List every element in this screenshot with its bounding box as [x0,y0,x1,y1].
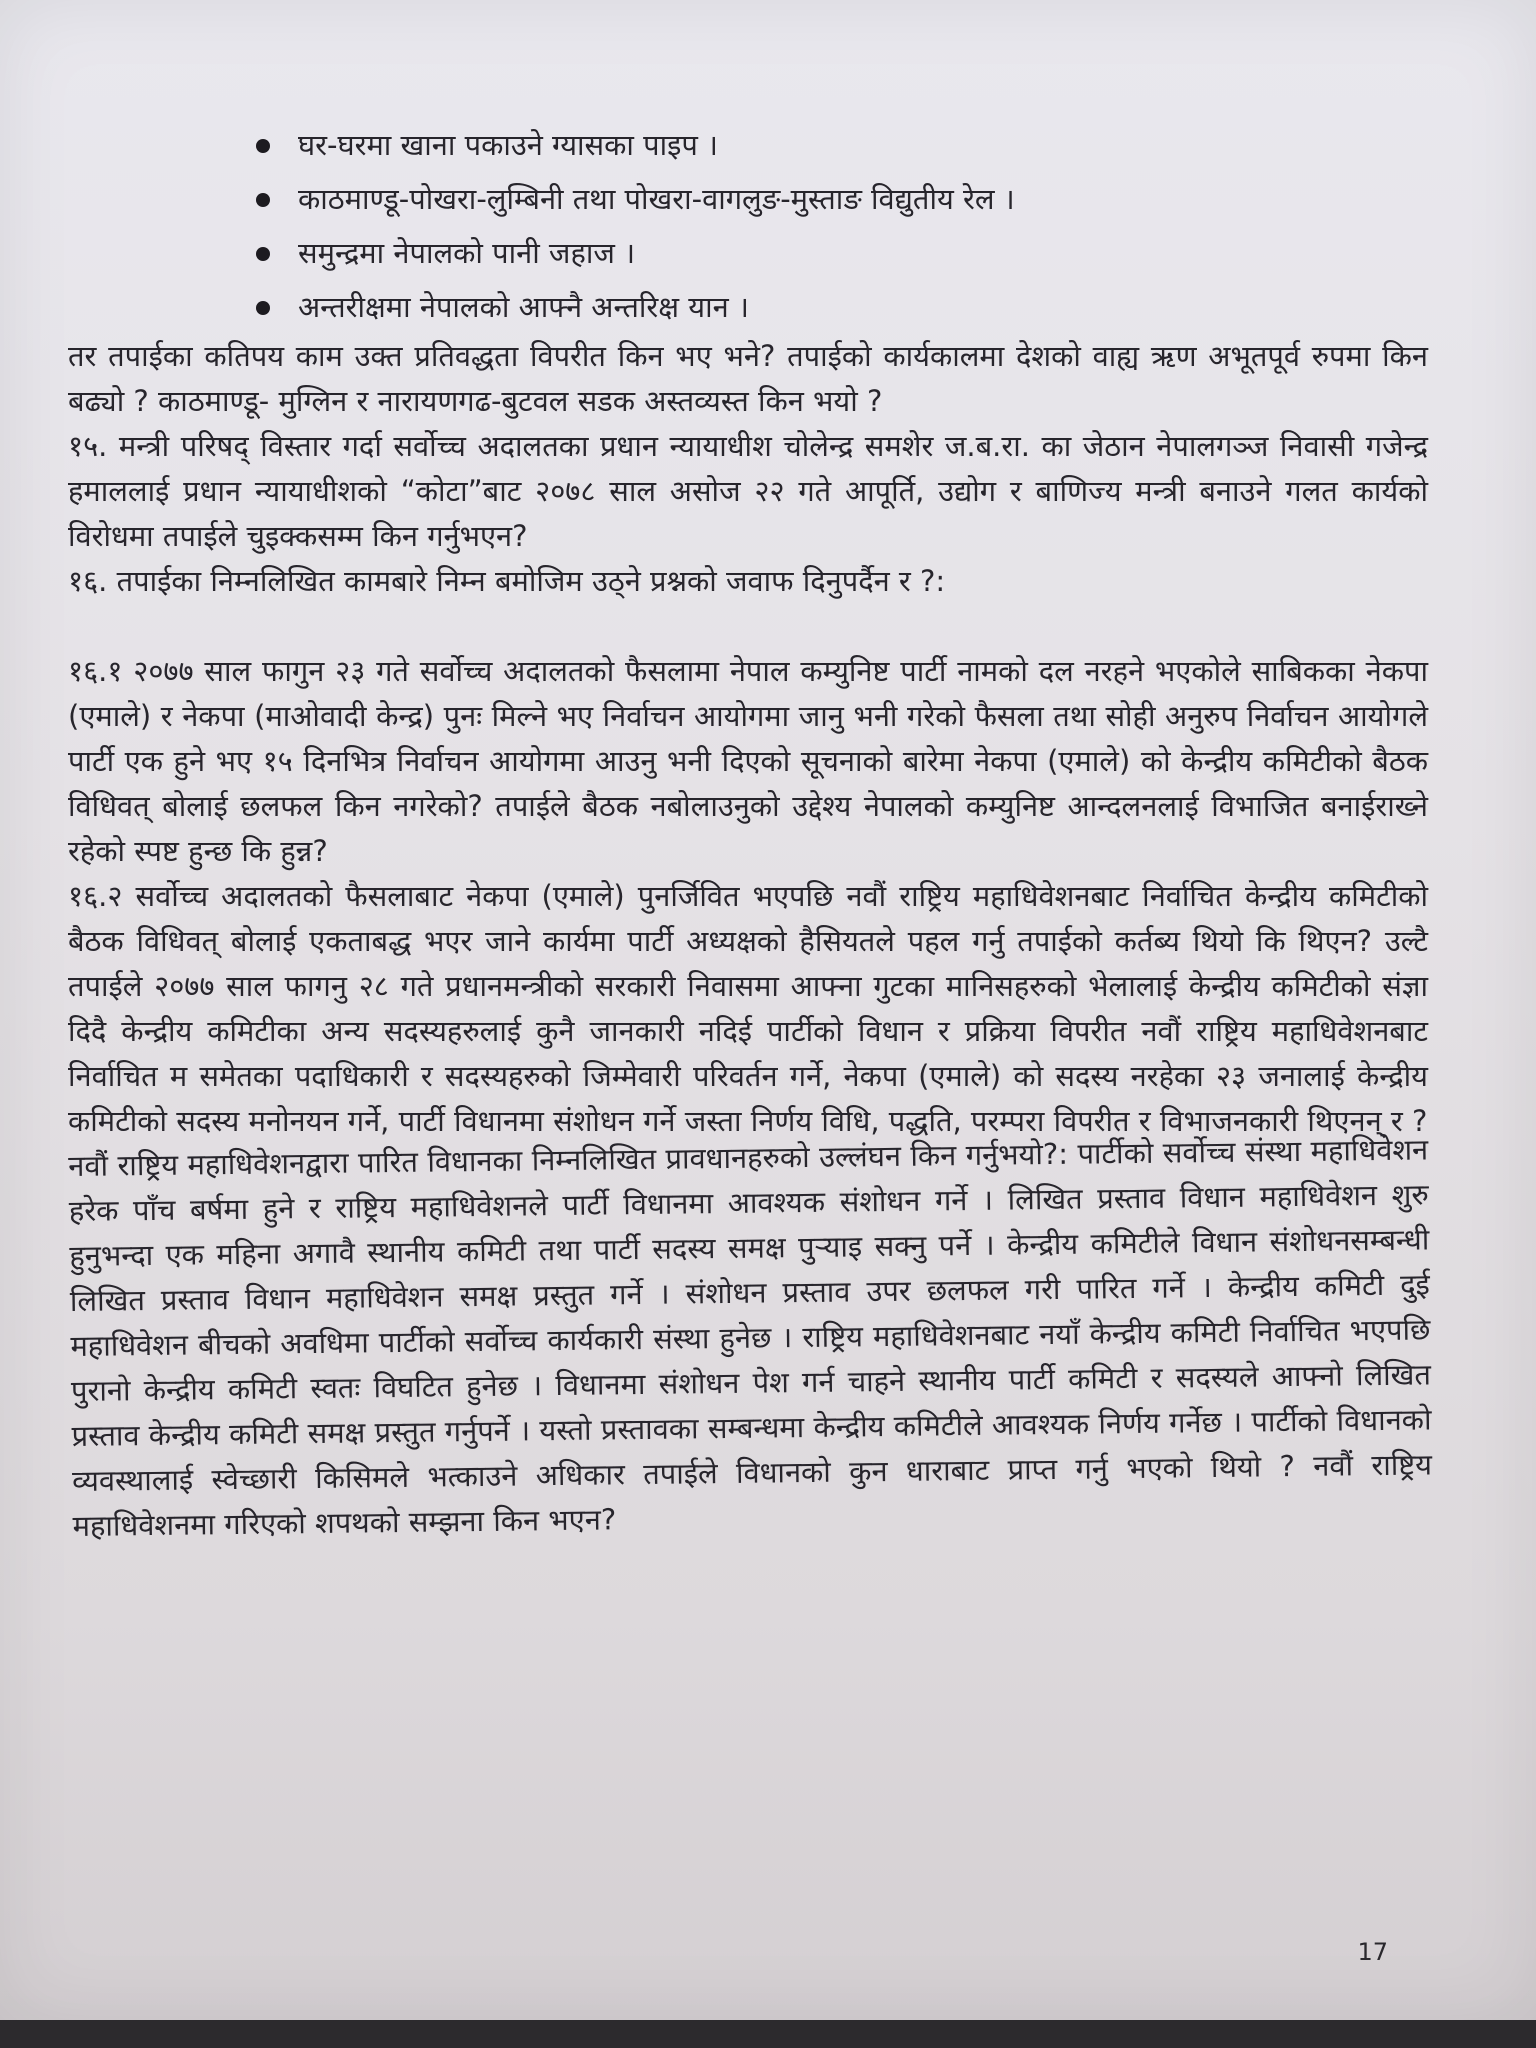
question-16-1: १६.१ २०७७ साल फागुन २३ गते सर्वोच्च अदालतको फैसलामा नेपाल कम्युनिष्ट पार्टी नामको दल नरहने भएकोले साबिकका नेकपा (एमाले) र नेकपा (माओवादी केन्द्र) पुनः मिल्ने भए निर्वाचन आयोगमा जानु भनी गरेको फैसला तथा सोही अनुरुप निर्वाचन आयोगले पार्टी एक हुने भए १५ दिनभित्र निर्वाचन आयोगमा आउनु भनी दिएको सूचनाको बारेमा नेकपा (एमाले) को केन्द्रीय कमिटीको बैठक विधिवत् बोलाई छलफल किन नगरेको? तपाईले बैठक नबोलाउनुको उद्देश्य नेपालको कम्युनिष्ट आन्दलनलाई विभाजित बनाईराख्ने रहेको स्पष्ट हुन्छ कि हुन्न? [68,654,1428,868]
question-16: १६. तपाईका निम्नलिखित कामबारे निम्न बमोजिम उठ्ने प्रश्नको जवाफ दिनुपर्दैन र ?: [68,564,946,598]
bullet-text: काठमाण्डू-पोखरा-लुम्बिनी तथा पोखरा-वागलुङ-मुस्ताङ विद्युतीय रेल । [298,182,1015,216]
spacer [68,604,1428,649]
question-15: १५. मन्त्री परिषद् विस्तार गर्दा सर्वोच्च अदालतका प्रधान न्यायाधीश चोलेन्द्र समशेर ज.ब.रा. का जेठान नेपालगञ्ज निवासी गजेन्द्र हमाललाई प्रधान न्यायाधीशको “कोटा”बाट २०७८ साल असोज २२ गते आपूर्ति, उद्योग र बाणिज्य मन्त्री बनाउने गलत कार्यको विरोधमा तपाईले चुइक्कसम्म किन गर्नुभएन? [68,429,1428,553]
list-item [250,172,1428,226]
list-item [250,118,1428,172]
page-number: 17 [1357,1938,1388,1966]
bullet-text: अन्तरीक्षमा नेपालको आफ्नै अन्तरिक्ष यान । [298,290,749,324]
bullet-icon [256,139,270,153]
bullet-text: घर-घरमा खाना पकाउने ग्यासका पाइप । [298,128,719,162]
list-item [250,226,1428,280]
bullet-text: समुन्द्रमा नेपालको पानी जहाज । [298,236,636,270]
page-content [68,118,1433,1549]
question-16-3: नवौं राष्ट्रिय महाधिवेशनद्वारा पारित विधानका निम्नलिखित प्रावधानहरुको उल्लंघन किन गर्नुभयो?: पार्टीको सर्वोच्च संस्था महाधिवेशन हरेक पाँच बर्षमा हुने र राष्ट्रिय महाधिवेशनले पार्टी विधानमा आवश्यक संशोधन गर्ने । लिखित प्रस्ताव विधान महाधिवेशन शुरु हुनुभन्दा एक महिना अगावै स्थानीय कमिटी तथा पार्टी सदस्य समक्ष पुऱ्याइ सक्नु पर्ने । केन्द्रीय कमिटीले विधान संशोधनसम्बन्धी लिखित प्रस्ताव विधान महाधिवेशन समक्ष प्रस्तुत गर्ने । संशोधन प्रस्ताव उपर छलफल गरी पारित गर्ने । केन्द्रीय कमिटी दुई महाधिवेशन बीचको अवधिमा पार्टीको सर्वोच्च कार्यकारी संस्था हुनेछ । राष्ट्रिय महाधिवेशनबाट नयाँ केन्द्रीय कमिटी निर्वाचित भएपछि पुरानो केन्द्रीय कमिटी स्वतः विघटित हुनेछ । विधानमा संशोधन पेश गर्न चाहने स्थानीय पार्टी कमिटी र सदस्यले आफ्नो लिखित प्रस्ताव केन्द्रीय कमिटी समक्ष प्रस्तुत गर्नुपर्ने । यस्तो प्रस्तावका सम्बन्धमा केन्द्रीय कमिटीले आवश्यक निर्णय गर्नेछ । पार्टीको विधानको व्यवस्थालाई स्वेच्छारी किसिमले भत्काउने अधिकार तपाईले विधानको कुन धाराबाट प्राप्त गर्नु भएको थियो ? नवौं राष्ट्रिय महाधिवेशनमा गरिएको शपथको सम्झना किन भएन? [68,1132,1433,1543]
list-item [250,280,1428,334]
bullet-icon [256,247,270,261]
bullet-icon [256,301,270,315]
question-16-2: १६.२ सर्वोच्च अदालतको फैसलाबाट नेकपा (एमाले) पुनर्जिवित भएपछि नवौं राष्ट्रिय महाधिवेशनबाट निर्वाचित केन्द्रीय कमिटीको बैठक विधिवत् बोलाई एकताबद्ध भएर जाने कार्यमा पार्टी अध्यक्षको हैसियतले पहल गर्नु तपाईको कर्तब्य थियो कि थिएन? उल्टै तपाईले २०७७ साल फागनु २८ गते प्रधानमन्त्रीको सरकारी निवासमा आफ्ना गुटका मानिसहरुको भेलालाई केन्द्रीय कमिटीको संज्ञा दिदै केन्द्रीय कमिटीका अन्य सदस्यहरुलाई कुनै जानकारी नदिई पार्टीको विधान र प्रक्रिया विपरीत नवौं राष्ट्रिय महाधिवेशनबाट निर्वाचित म समेतका पदाधिकारी र सदस्यहरुको जिम्मेवारी परिवर्तन गर्ने, नेकपा (एमाले) को सदस्य नरहेका २३ जनालाई केन्द्रीय कमिटीको सदस्य मनोनयन गर्ने, पार्टी विधानमा संशोधन गर्ने जस्ता निर्णय विधि, पद्धति, परम्परा विपरीत र विभाजनकारी थिएनन् र ? [68,879,1428,1138]
bullet-icon [256,193,270,207]
bullet-list [250,118,1428,334]
intro-paragraph: तर तपाईका कतिपय काम उक्त प्रतिवद्धता विपरीत किन भए भने? तपाईको कार्यकालमा देशको वाह्य ऋण अभूतपूर्व रुपमा किन बढ्यो ? काठमाण्डू- मुग्लिन र नारायणगढ-बुटवल सडक अस्तव्यस्त किन भयो ? [68,339,1428,418]
